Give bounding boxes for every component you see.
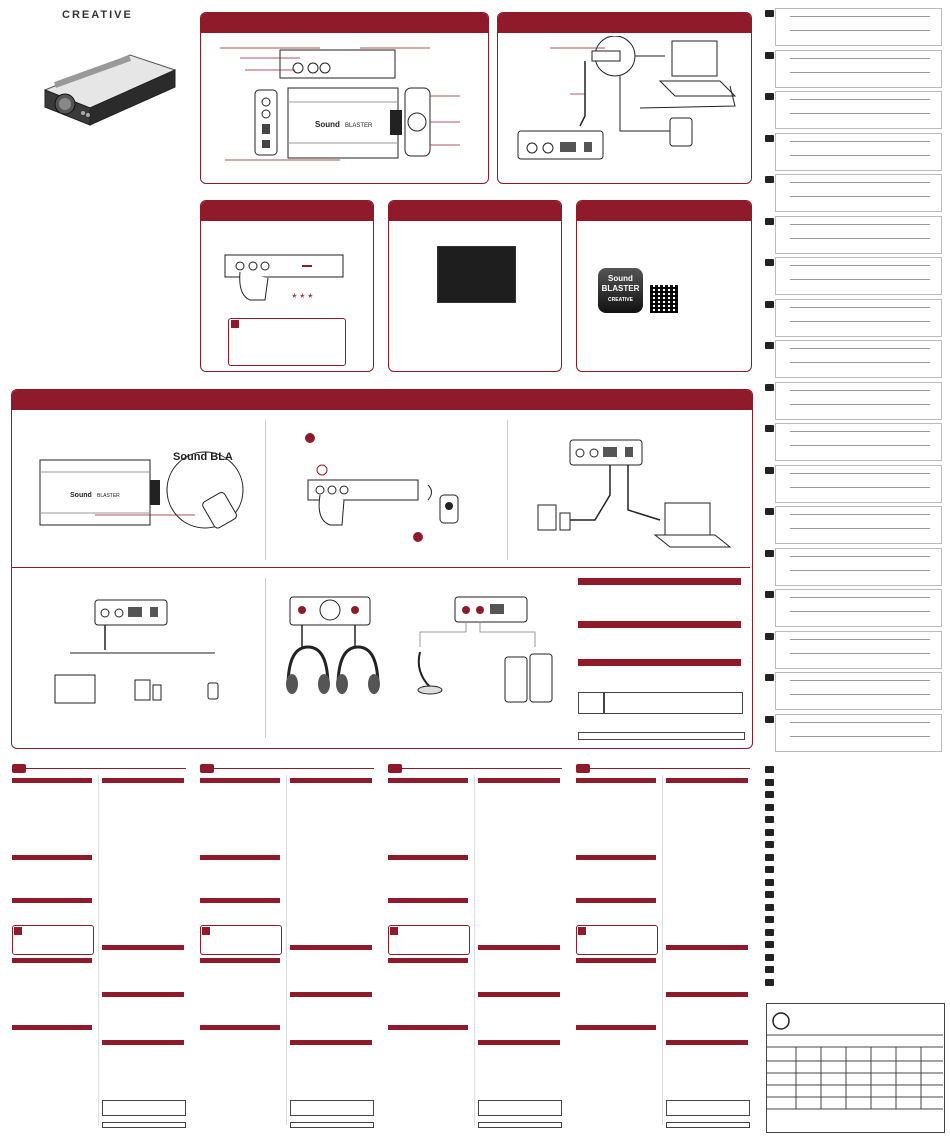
subsection-table [102,1100,186,1116]
section-top-line [26,768,186,769]
subsection-rule [576,778,656,783]
language-badge [765,591,774,598]
subsection-rule [200,898,280,903]
column-divider [286,775,287,1125]
subsection-rule [478,945,560,950]
footer-language-badge [765,779,774,786]
setup-table-divider [603,692,605,714]
footer-language-badge [765,791,774,798]
subsection-rule [388,898,468,903]
footer-language-badge [765,929,774,936]
footer-language-badge [765,916,774,923]
pairing-note [228,318,346,366]
note-icon [578,927,586,935]
connect-diagram [510,36,750,176]
setup-rule-1 [578,578,741,585]
subsection-table [666,1100,750,1116]
subsection-rule [388,778,468,783]
subsection-rule [102,945,184,950]
subsection-rule [102,1040,184,1045]
section-number-badge [576,764,590,773]
section-number-badge [12,764,26,773]
language-box [775,548,942,586]
mic-speaker-connection-diagram [400,592,560,712]
language-badge [765,674,774,681]
svg-text:BLASTER: BLASTER [97,493,120,499]
subsection-note-box [576,925,658,955]
nfc-diagram [35,440,250,540]
subsection-rule [576,958,656,963]
language-badge [765,716,774,723]
language-badge [765,218,774,225]
footer-language-badge [765,816,774,823]
note-icon [231,320,239,328]
optical-connection-diagram [530,435,740,550]
bluetooth-pairing-diagram [300,430,475,545]
setup-divider-v2 [507,420,508,560]
section-number-badge [200,764,214,773]
note-icon [14,927,22,935]
language-box [775,465,942,503]
subsection-rule [200,958,280,963]
subsection-footer-bar [666,1122,750,1128]
column-divider [662,775,663,1125]
language-box [775,340,942,378]
footer-language-badge [765,891,774,898]
product-hero-illustration [35,30,185,140]
subsection-rule [102,992,184,997]
language-box [775,8,942,46]
setup-divider-v3 [265,578,266,738]
subsection-note-box [200,925,282,955]
note-icon [202,927,210,935]
language-badge [765,467,774,474]
language-box [775,133,942,171]
svg-text:BLASTER: BLASTER [345,123,373,129]
language-badge [765,93,774,100]
language-box [775,91,942,129]
subsection-note-box [12,925,94,955]
language-box [775,50,942,88]
subsection-rule [12,778,92,783]
language-badge [765,135,774,142]
footer-language-badge [765,866,774,873]
footer-language-badge [765,804,774,811]
setup-divider-h [12,567,750,568]
button-press-diagram [220,250,350,310]
subsection-note-box [388,925,470,955]
language-box [775,714,942,752]
language-badge [765,342,774,349]
section-top-line [402,768,562,769]
section-top-line [590,768,750,769]
subsection-rule [388,958,468,963]
svg-text:* * *: * * * [292,291,313,305]
setup-rule-3 [578,659,741,666]
subsection-rule [290,1040,372,1045]
note-icon [390,927,398,935]
subsection-rule [576,1025,656,1030]
subsection-table [478,1100,562,1116]
footer-language-badge [765,954,774,961]
column-divider [98,775,99,1125]
software-screenshot [437,246,516,303]
svg-text:Sound: Sound [315,120,340,129]
language-box [775,506,942,544]
usb-device-connection-diagram [40,595,250,715]
language-box [775,257,942,295]
language-badge [765,384,774,391]
footer-language-badge [765,841,774,848]
setup-divider-v1 [265,420,266,560]
language-badge [765,52,774,59]
subsection-rule [388,1025,468,1030]
footer-language-badge [765,966,774,973]
subsection-rule [388,855,468,860]
sound-blaster-app-icon: Sound BLASTER CREATIVE [598,268,643,313]
subsection-rule [290,992,372,997]
subsection-rule [12,958,92,963]
section-top-line [214,768,374,769]
language-badge [765,259,774,266]
setup-footer-bar [578,732,745,740]
setup-rule-2 [578,621,741,628]
subsection-rule [200,855,280,860]
language-box [775,672,942,710]
subsection-rule [576,898,656,903]
language-badge [765,301,774,308]
footer-language-badge [765,829,774,836]
footer-language-badge [765,766,774,773]
language-box [775,216,942,254]
subsection-rule [12,1025,92,1030]
subsection-footer-bar [478,1122,562,1128]
language-badge [765,176,774,183]
language-box [775,299,942,337]
rohs-table-grid [766,1003,943,1131]
device-overview-diagram [220,40,480,175]
subsection-rule [200,778,280,783]
subsection-footer-bar [102,1122,186,1128]
subsection-table [290,1100,374,1116]
language-badge [765,10,774,17]
qr-code [650,285,678,313]
subsection-rule [478,778,560,783]
subsection-rule [12,855,92,860]
subsection-rule [290,945,372,950]
subsection-rule [666,1040,748,1045]
footer-language-badge [765,941,774,948]
language-box [775,423,942,461]
language-badge [765,508,774,515]
subsection-rule [12,898,92,903]
section-number-badge [388,764,402,773]
subsection-rule [666,778,748,783]
svg-text:Sound: Sound [70,492,92,499]
language-box [775,382,942,420]
footer-language-badge [765,854,774,861]
language-box [775,631,942,669]
subsection-rule [576,855,656,860]
creative-logo: CREATIVE [62,9,133,21]
subsection-rule [666,945,748,950]
footer-language-badge [765,979,774,986]
subsection-footer-bar [290,1122,374,1128]
subsection-rule [290,778,372,783]
language-badge [765,425,774,432]
language-badge [765,633,774,640]
subsection-rule [200,1025,280,1030]
column-divider [474,775,475,1125]
subsection-rule [102,778,184,783]
language-box [775,589,942,627]
subsection-rule [666,992,748,997]
subsection-rule [478,1040,560,1045]
language-box [775,174,942,212]
svg-text:Sound BLA: Sound BLA [173,451,233,463]
headphone-connection-diagram [280,592,385,702]
language-badge [765,550,774,557]
subsection-rule [478,992,560,997]
footer-language-badge [765,879,774,886]
footer-language-badge [765,904,774,911]
